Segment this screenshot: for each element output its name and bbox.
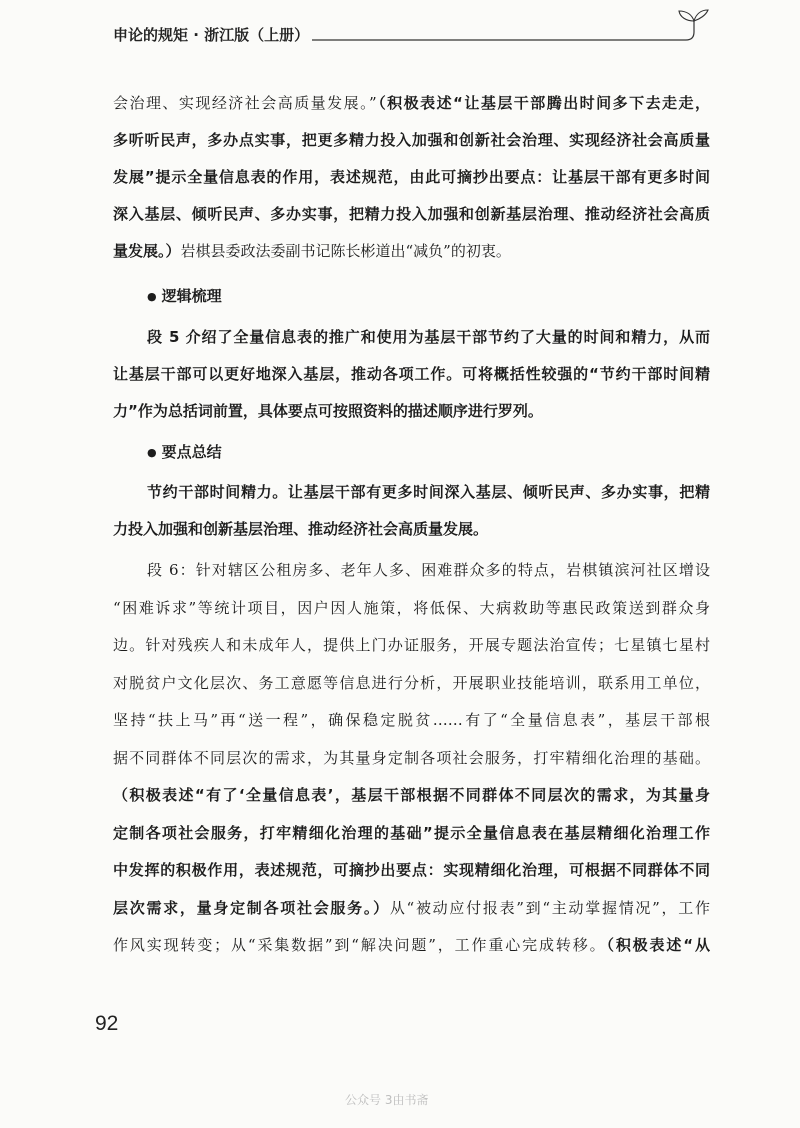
text-line: 据不同群体不同层次的需求，为其量身定制各项社会服务，打牢精细化治理的基础。: [113, 748, 710, 767]
source-quote: 作风实现转变；从“采集数据”到“解决问题”，工作重心完成转移。: [113, 936, 607, 954]
text-line: 深入基层、倾听民声、多办实事，把精力投入加强和创新基层治理、推动经济社会高质: [113, 205, 710, 223]
section-heading-logic: [113, 278, 710, 315]
sprout-left-leaf: [679, 11, 694, 21]
header-line: [312, 21, 694, 40]
text-line: 让基层干部可以更好地深入基层，推动各项工作。可将概括性较强的“节约干部时间精: [113, 365, 710, 383]
section-heading-label: 逻辑梳理: [161, 287, 222, 305]
page-number: 92: [95, 1012, 119, 1035]
analysis-note: （积极表述“让基层干部腾出时间多下去走走，: [376, 94, 710, 112]
text-line: 中发挥的积极作用，表述规范，可摘抄出要点：实现精细化治理，可根据不同群体不同: [113, 861, 710, 879]
source-quote: 会治理、实现经济社会高质量发展。”: [113, 94, 377, 112]
section-heading-summary: [113, 434, 710, 471]
section-heading-label: 要点总结: [161, 443, 222, 461]
text-line: 对脱贫户文化层次、务工意愿等信息进行分析，开展职业技能培训，联系用工单位，: [113, 673, 710, 692]
text-line: 力”作为总括词前置，具体要点可按照资料的描述顺序进行罗列。: [113, 402, 543, 420]
text-line: 段 6：针对辖区公租房多、老年人多、困难群众多的特点，岩棋镇滨河社区增设: [147, 561, 710, 579]
running-header-title: 申论的规矩 · 浙江版（上册）: [113, 26, 310, 44]
analysis-note: （积极表述“从: [606, 936, 710, 954]
text-line: 段 5 介绍了全量信息表的推广和使用为基层干部节约了大量的时间和精力，从而: [147, 328, 710, 346]
text-line: 坚持“扶上马”再“送一程”，确保稳定脱贫……有了“全量信息表”，基层干部根: [113, 711, 710, 729]
text-line: “困难诉求”等统计项目，因户因人施策，将低保、大病救助等惠民政策送到群众身: [113, 598, 710, 617]
analysis-note: 层次需求，量身定制各项社会服务。）: [113, 898, 390, 917]
analysis-note: 量发展。）: [113, 242, 181, 260]
text-line: [113, 927, 710, 965]
watermark: 公众号 3由书斋: [345, 1093, 429, 1107]
text-line: [113, 85, 710, 122]
sprout-right-leaf: [694, 10, 708, 21]
bullet-icon: ●: [147, 290, 157, 303]
text-line: 节约干部时间精力。让基层干部有更多时间深入基层、倾听民声、多办实事，把精: [147, 483, 710, 501]
text-line: 边。针对残疾人和未成年人，提供上门办证服务，开展专题法治宣传；七星镇七星村: [113, 636, 710, 654]
header-rule: [0, 0, 800, 60]
text-line: 发展”提示全量信息表的作用，表述规范，由此可摘抄出要点：让基层干部有更多时间: [113, 168, 710, 186]
bullet-icon: ●: [147, 446, 157, 459]
source-quote: 岩棋县委政法委副书记陈长彬道出“减负”的初衷。: [180, 242, 511, 260]
text-line: 多听听民声，多办点实事，把更多精力投入加强和创新社会治理、实现经济社会高质量: [113, 131, 710, 149]
text-line: （积极表述“有了‘全量信息表’，基层干部根据不同群体不同层次的需求，为其量身: [113, 786, 710, 804]
text-line: 定制各项社会服务，打牢精细化治理的基础”提示全量信息表在基层精细化治理工作: [113, 823, 710, 842]
sprout-icon: [679, 10, 708, 21]
text-line: [113, 890, 710, 928]
text-line: 力投入加强和创新基层治理、推动经济社会高质量发展。: [113, 520, 489, 538]
source-quote: 从“被动应付报表”到“主动掌握情况”，工作: [389, 898, 710, 917]
body-text: [113, 85, 710, 965]
text-line: [113, 233, 710, 270]
